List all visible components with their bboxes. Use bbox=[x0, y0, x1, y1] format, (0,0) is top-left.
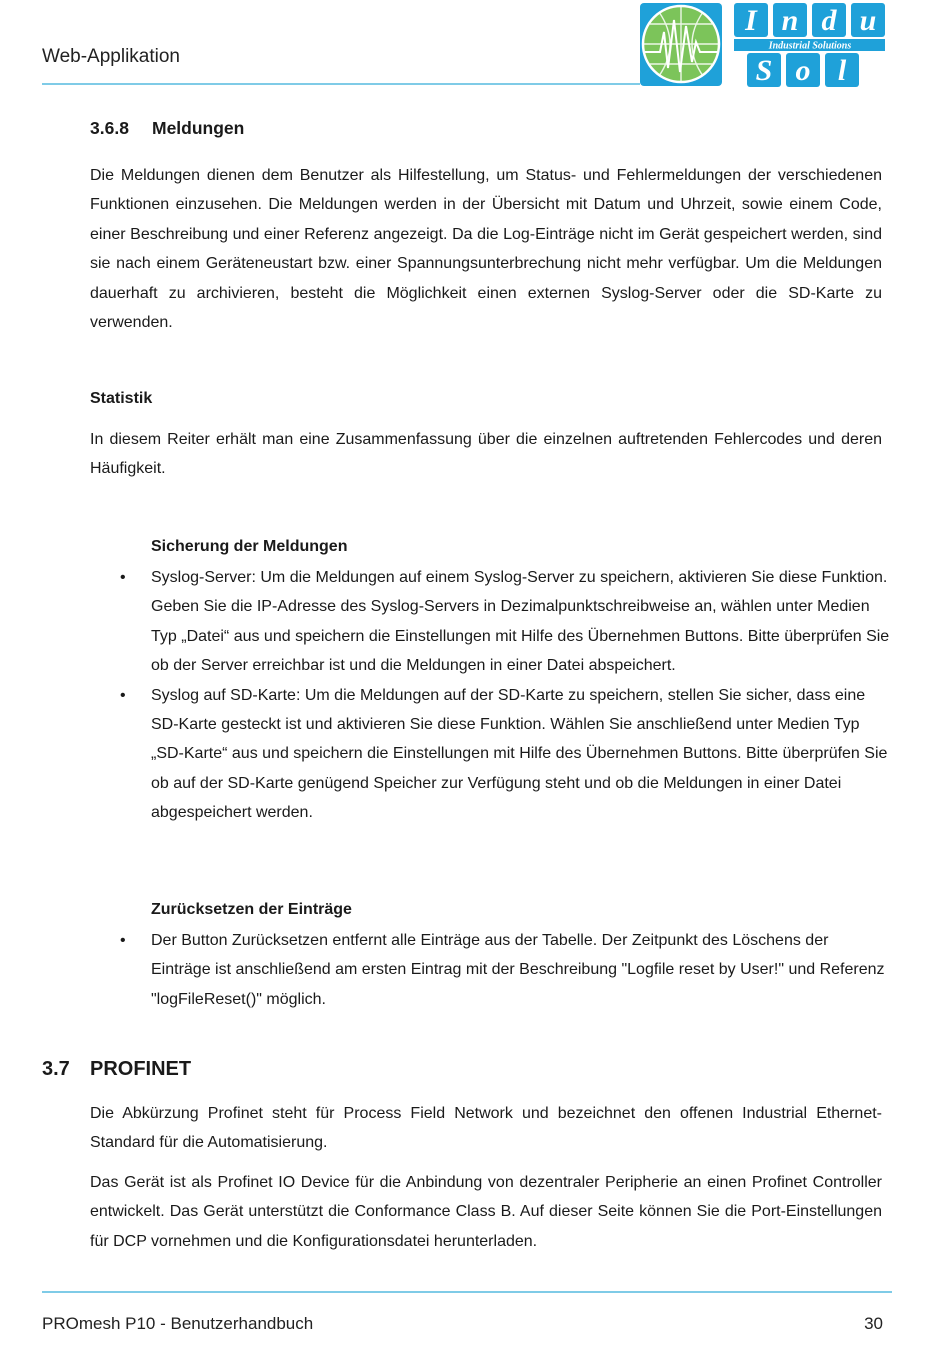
footer-document-title: PROmesh P10 - Benutzerhandbuch bbox=[42, 1314, 314, 1333]
meldungen-intro: Die Meldungen dienen dem Benutzer als Hilfestellung, um Status- und Fehlermeldungen der verschiedenen Funktionen einzusehen. Die Meldungen werden in der Übersicht mit Datum und Uhrzeit, sowie einem Code, einer Beschreibung und einer Referenz angezeigt. Da die Log-Einträge nicht im Gerät gespeichert werden, sind sie nach einem Geräteneustart bzw. einer Spannungsunterbrechung nicht mehr verfügbar. Um die Meldungen dauerhaft zu archivieren, besteht die Möglichkeit einen externen Syslog-Server oder die SD-Karte zu verwenden. bbox=[90, 167, 882, 332]
statistik-heading: Statistik bbox=[90, 390, 153, 407]
logo-letter: n bbox=[781, 4, 799, 37]
profinet-para-2: Das Gerät ist als Profinet IO Device für die Anbindung von dezentraler Peripherie an einen Profinet Controller entwickelt. Das Gerät unterstützt die Conformance Class B. Auf dieser Seite können Sie die Port-Einstellungen für DCP vornehmen und die Konfigurationsdatei herunterladen. bbox=[90, 1174, 882, 1250]
logo-tagline: Industrial Solutions bbox=[768, 40, 852, 52]
logo-letter: o bbox=[795, 54, 811, 87]
zuruecksetzen-heading: Zurücksetzen der Einträge bbox=[151, 901, 352, 918]
page-header-title: Web-Applikation bbox=[42, 46, 181, 67]
section-heading-3-6-8 bbox=[90, 118, 244, 139]
sicherung-list bbox=[151, 563, 891, 828]
logo-letter: S bbox=[755, 54, 773, 87]
statistik-text: In diesem Reiter erhält man eine Zusammenfassung über die einzelnen auftretenden Fehlercodes und deren Häufigkeit. bbox=[90, 431, 882, 478]
page-number: 30 bbox=[864, 1314, 883, 1333]
list-item: • Syslog-Server: Um die Meldungen auf einem Syslog-Server zu speichern, aktivieren Sie diese Funktion. Geben Sie die IP-Adresse des Syslog-Servers in Dezimalpunktschreibweise an, wählen unter Medien Typ „Datei“ aus und speichern die Einstellungen mit Hilfe des Übernehmen Buttons. Bitte überprüfen Sie ob der Server erreichbar ist und die Meldungen in einer Datei abspeichert. bbox=[151, 563, 891, 681]
indusol-logo bbox=[640, 2, 892, 88]
logo-letter: d bbox=[821, 4, 837, 37]
header-divider bbox=[42, 83, 640, 85]
profinet-para-1: Die Abkürzung Profinet steht für Process Field Network und bezeichnet den offenen Industrial Ethernet-Standard für die Automatisierung. bbox=[90, 1105, 882, 1152]
logo-letter: u bbox=[859, 4, 877, 37]
section-number: 3.7 bbox=[42, 1058, 70, 1080]
section-title: Meldungen bbox=[152, 118, 245, 138]
list-item: • Syslog auf SD-Karte: Um die Meldungen auf der SD-Karte zu speichern, stellen Sie sicher, dass eine SD-Karte gesteckt ist und aktivieren Sie diese Funktion. Wählen Sie anschließend unter Medien Typ „SD-Karte“ aus und speichern die Einstellungen mit Hilfe des Übernehmen Buttons. Bitte überprüfen Sie ob auf der SD-Karte genügend Speicher zur Verfügung steht und ob die Meldungen in einer Datei abgespeichert werden. bbox=[151, 681, 891, 828]
logo-letter: I bbox=[745, 4, 757, 37]
list-item: • Der Button Zurücksetzen entfernt alle Einträge aus der Tabelle. Der Zeitpunkt des Löschens der Einträge ist anschließend am ersten Eintrag mit der Beschreibung "Logfile reset by User!" und Referenz "logFileReset()" möglich. bbox=[151, 926, 891, 1014]
sicherung-heading: Sicherung der Meldungen bbox=[151, 538, 348, 555]
footer-divider bbox=[42, 1291, 892, 1293]
section-title: PROFINET bbox=[90, 1058, 192, 1080]
zuruecksetzen-list bbox=[151, 926, 891, 1014]
logo-letter: l bbox=[837, 54, 847, 87]
section-number: 3.6.8 bbox=[90, 118, 129, 138]
section-heading-3-7 bbox=[42, 1058, 191, 1081]
